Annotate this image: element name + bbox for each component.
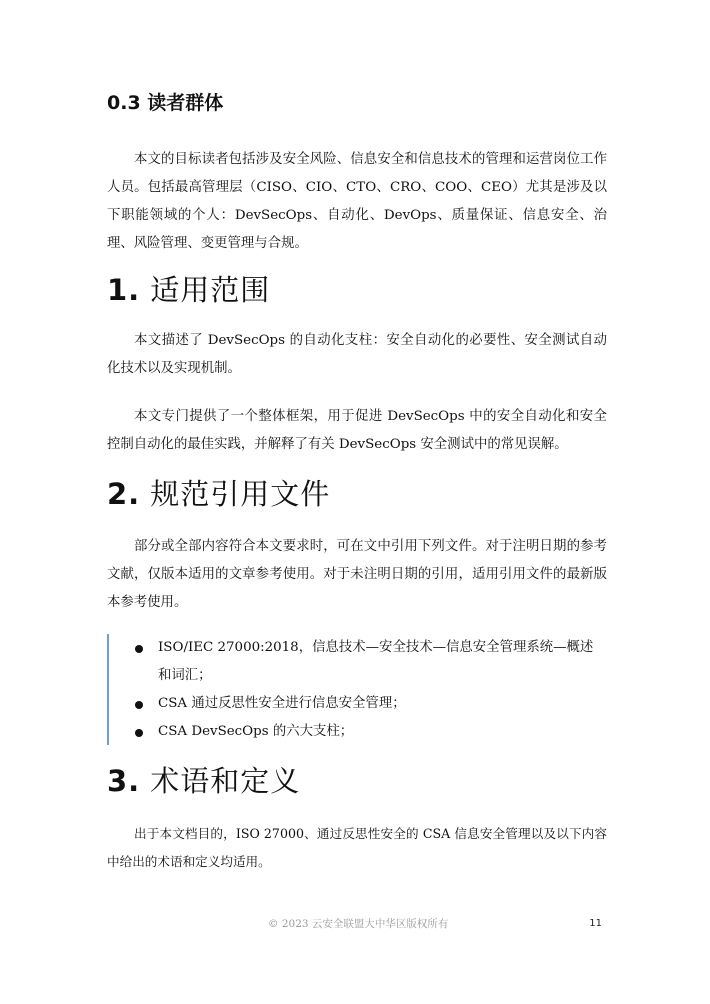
reference-item-text: CSA DevSecOps 的六大支柱； bbox=[158, 724, 354, 739]
terms-heading-title: 术语和定义 bbox=[150, 764, 301, 798]
references-paragraph: 部分或全部内容符合本文要求时，可在文中引用下列文件。对于注明日期的参考文献，仅版本适用的文章参考使用。对于未注明日期的引用，适用引用文件的最新版本参考使用。 bbox=[107, 539, 607, 610]
page-number: 11 bbox=[589, 918, 602, 929]
scope-heading bbox=[107, 270, 270, 310]
terms-heading-number: 3. bbox=[107, 764, 141, 798]
readers-heading: 0.3 读者群体 bbox=[107, 92, 224, 114]
scope-heading-number: 1. bbox=[107, 273, 141, 307]
references-heading-number: 2. bbox=[107, 477, 141, 511]
copyright-text: © 2023 云安全联盟大中华区版权所有 bbox=[268, 918, 449, 930]
scope-paragraph-2: 本文专门提供了一个整体框架，用于促进 DevSecOps 中的安全自动化和安全控制自动化的最佳实践，并解释了有关 DevSecOps 安全测试中的常见误解。 bbox=[107, 409, 607, 452]
scope-paragraph-1: 本文描述了 DevSecOps 的自动化支柱：安全自动化的必要性、安全测试自动化技术以及实现机制。 bbox=[107, 333, 607, 376]
list-item bbox=[109, 718, 609, 746]
terms-paragraph: 出于本文档目的，ISO 27000、通过反思性安全的 CSA 信息安全管理以及以下内容中给出的术语和定义均适用。 bbox=[107, 826, 607, 869]
reference-item-text: CSA 通过反思性安全进行信息安全管理； bbox=[158, 696, 406, 711]
bullet-icon bbox=[135, 645, 143, 653]
readers-paragraph: 本文的目标读者包括涉及安全风险、信息安全和信息技术的管理和运营岗位工作人员。包括最高管理层（CISO、CIO、CTO、CRO、COO、CEO）尤其是涉及以下职能领域的个人：DevSecOps、自动化、DevOps、质量保证、信息安全、治理、风险管理、变更管理与合规。 bbox=[107, 152, 607, 251]
scope-heading-title: 适用范围 bbox=[150, 273, 271, 307]
references-heading-title: 规范引用文件 bbox=[150, 477, 331, 511]
list-item bbox=[109, 634, 609, 690]
references-heading bbox=[107, 474, 330, 514]
bullet-icon bbox=[135, 729, 143, 737]
terms-heading bbox=[107, 761, 300, 801]
list-item bbox=[109, 690, 609, 718]
reference-item-text: ISO/IEC 27000:2018，信息技术—安全技术—信息安全管理系统—概述和词汇； bbox=[158, 640, 594, 683]
bullet-icon bbox=[135, 701, 143, 709]
page-footer bbox=[0, 914, 710, 934]
reference-list bbox=[107, 634, 609, 745]
